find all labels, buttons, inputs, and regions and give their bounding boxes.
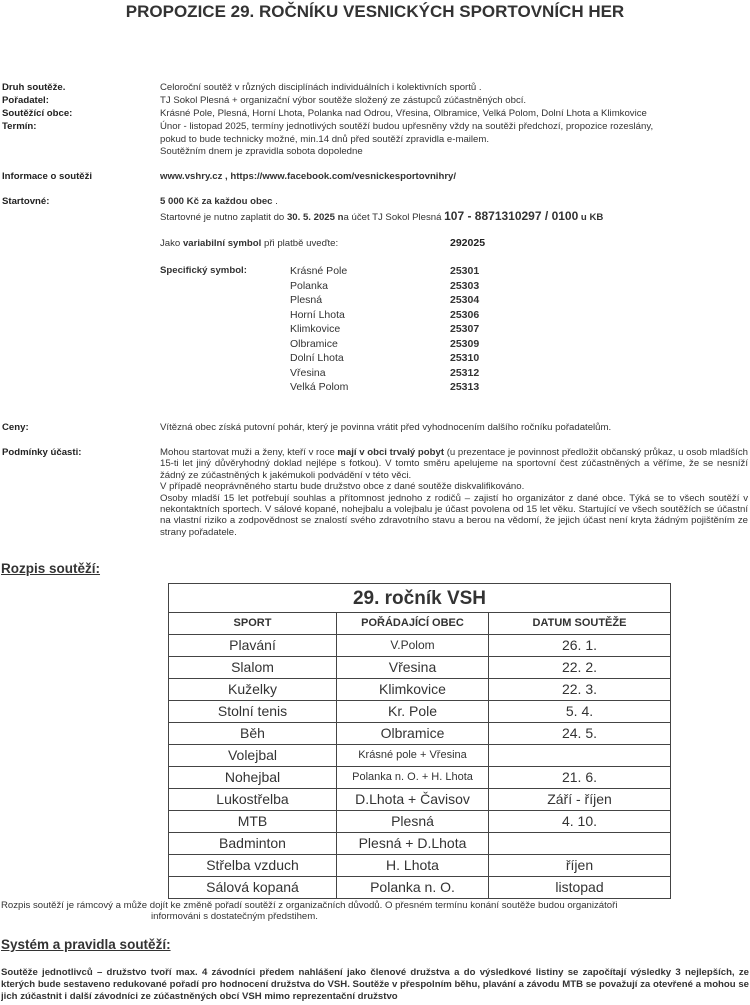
cell-datum: 22. 2. <box>489 657 671 679</box>
cell-sport: MTB <box>169 811 337 833</box>
podminky-label: Podmínky účasti: <box>2 447 82 458</box>
ss-code: 25309 <box>450 337 480 350</box>
startovne-label: Startovné: <box>2 196 50 207</box>
cell-obec: Kr. Pole <box>337 701 489 723</box>
cell-sport: Slalom <box>169 657 337 679</box>
page-title: PROPOZICE 29. ROČNÍKU VESNICKÝCH SPORTOVNÍCH HER <box>125 2 625 21</box>
startovne-amount <box>160 196 748 207</box>
cell-sport: Badminton <box>169 833 337 855</box>
ss-code: 25303 <box>450 279 480 292</box>
schedule-note <box>1 900 749 922</box>
table-row <box>169 745 671 767</box>
cell-obec: Vřesina <box>337 657 489 679</box>
ss-name: Vřesina <box>290 366 326 379</box>
system-heading: Systém a pravidla soutěží: <box>1 937 171 952</box>
podminky-text: Mohou startovat muži a ženy, kteří v roce <box>160 447 338 458</box>
startovne-amount-end: . <box>272 196 278 207</box>
bank-account: 107 - 8871310297 <box>444 209 542 223</box>
table-row <box>169 811 671 833</box>
table-row <box>169 789 671 811</box>
ss-name: Polanka <box>290 279 328 292</box>
termin-line: pokud to bude technicky možné, min.14 dnů před soutěží zpravidla e-mailem. <box>160 133 490 145</box>
rozpis-heading: Rozpis soutěží: <box>1 561 101 576</box>
cell-sport: Volejbal <box>169 745 337 767</box>
informace-label: Informace o soutěži <box>2 171 93 182</box>
termin-label: Termín: <box>2 121 37 132</box>
payment-text: a účet TJ Sokol Plesná <box>343 212 445 223</box>
podminky-paragraph: Osoby mladší 15 let potřebují souhlas a přítomnost jednoho z rodičů – zajistí ho organizátor z dané obce. Týká se to všech soutěží v nekontaktních sportech. V sálové kopané, nohejbalu a volejbalu je účast povolena od 15 let věku. Startující ve všech soutěžích se účastní na vlastní riziko a zodpovědnost se znalostí svého zdravotního stavu a berou na vědomí, že jejich účast není kryta žádným pojištěním ze strany pořadatele. <box>160 492 748 538</box>
ss-code: 25301 <box>450 265 480 277</box>
podminky-paragraph <box>160 447 748 481</box>
podminky-value <box>160 447 748 538</box>
vs-label <box>160 238 440 249</box>
termin-value <box>160 121 748 159</box>
cell-datum: 24. 5. <box>489 723 671 745</box>
informace-links[interactable]: www.vshry.cz , https://www.facebook.com/vesnickesportovnihry/ <box>160 171 457 182</box>
table-row <box>169 855 671 877</box>
cell-obec: Olbramice <box>337 723 489 745</box>
vs-bold: variabilní symbol <box>182 238 262 249</box>
ceny-label: Ceny: <box>2 422 29 433</box>
vs-text: při platbě uveďte: <box>261 238 339 249</box>
startovne-amount-text: 5 000 Kč za každou obec <box>160 196 273 207</box>
termin-line: Soutěžním dnem je zpravidla sobota dopoledne <box>160 146 363 157</box>
termin-line: Únor - listopad 2025, termíny jednotlivých soutěží budou upřesněny vždy na soutěži předchozí, propozice rozeslány, <box>160 121 654 132</box>
cell-sport: Sálová kopaná <box>169 877 337 899</box>
schedule-title: 29. ročník VSH <box>169 584 671 613</box>
cell-obec: H. Lhota <box>337 855 489 877</box>
ss-code: 25312 <box>450 366 480 379</box>
payment-text: Startovné je nutno zaplatit do <box>160 212 287 223</box>
schedule-table <box>168 583 671 899</box>
table-row <box>169 701 671 723</box>
cell-sport: Střelba vzduch <box>169 855 337 877</box>
obce-label: Soutěžící obce: <box>2 108 73 119</box>
cell-datum: 5. 4. <box>489 701 671 723</box>
table-row <box>169 833 671 855</box>
bank-slash: / <box>541 209 552 223</box>
system-text: Soutěže jednotlivců – družstvo tvoří max. 4 závodníci předem nahlášení jako členové družstva a do výsledkové listiny se započítají výsledky 3 nejlepších, ze kterých bude sestaveno redukované pořadí pro hodnocení družstva do VSH. Soutěže v přespolním běhu, plavání a závodu MTB se považují za otevřené a mohou se jich zúčastnit i další závodníci ze zúčastněných obcí VSH mimo reprezentační družstvo <box>1 967 749 1002</box>
cell-datum: 26. 1. <box>489 635 671 657</box>
poradatel-label: Pořadatel: <box>2 95 49 106</box>
cell-datum <box>489 833 671 855</box>
ss-name: Velká Polom <box>290 381 349 393</box>
ceny-value: Vítězná obec získá putovní pohár, který je povinna vrátit před vyhodnocením dalšího ročníku pořadatelům. <box>160 422 612 433</box>
cell-obec: V.Polom <box>337 635 489 657</box>
cell-obec: Klimkovice <box>337 679 489 701</box>
ss-names <box>290 264 348 395</box>
ss-name: Dolní Lhota <box>290 352 344 364</box>
cell-datum: 22. 3. <box>489 679 671 701</box>
cell-datum: 21. 6. <box>489 767 671 789</box>
table-row <box>169 679 671 701</box>
cell-datum <box>489 745 671 767</box>
druh-value: Celoroční soutěž v různých disciplínách individuálních i kolektivních sportů . <box>160 82 482 93</box>
cell-obec: Polanka n. O. + H. Lhota <box>337 767 489 789</box>
table-row <box>169 723 671 745</box>
ss-code: 25307 <box>450 323 480 335</box>
header-sport: SPORT <box>169 613 337 635</box>
cell-sport: Lukostřelba <box>169 789 337 811</box>
cell-sport: Plavání <box>169 635 337 657</box>
payment-date: 30. 5. 2025 n <box>286 212 344 223</box>
ss-code: 25310 <box>450 352 480 364</box>
poradatel-value: TJ Sokol Plesná + organizační výbor soutěže složený ze zástupců zúčastněných obcí. <box>160 95 527 106</box>
cell-sport: Běh <box>169 723 337 745</box>
cell-obec: Plesná + D.Lhota <box>337 833 489 855</box>
cell-sport: Nohejbal <box>169 767 337 789</box>
header-datum: DATUM SOUTĚŽE <box>489 613 671 635</box>
ss-name: Krásné Pole <box>290 265 348 277</box>
note-line: informováni s dostatečným předstihem. <box>151 911 318 922</box>
vs-value: 292025 <box>450 237 486 249</box>
cell-datum: říjen <box>489 855 671 877</box>
obce-value: Krásné Pole, Plesná, Horní Lhota, Polanka nad Odrou, Vřesina, Olbramice, Velká Polom, Dolní Lhota a Klimkovice <box>160 108 647 119</box>
cell-datum: Září - říjen <box>489 789 671 811</box>
ss-name: Klimkovice <box>290 323 341 335</box>
cell-sport: Kuželky <box>169 679 337 701</box>
druh-label: Druh soutěže. <box>2 82 66 93</box>
ss-code: 25304 <box>450 294 480 306</box>
table-row <box>169 657 671 679</box>
podminky-bold: mají v obci trvalý pobyt <box>337 447 445 458</box>
cell-datum: listopad <box>489 877 671 899</box>
bank-code: 0100 <box>551 209 579 223</box>
table-row <box>169 635 671 657</box>
ss-name: Horní Lhota <box>290 308 345 321</box>
vs-text: Jako <box>160 238 183 249</box>
table-row <box>169 877 671 899</box>
cell-obec: Krásné pole + Vřesina <box>337 745 489 767</box>
ss-name: Plesná <box>290 294 323 306</box>
cell-obec: Polanka n. O. <box>337 877 489 899</box>
ss-label: Specifický symbol: <box>160 265 247 276</box>
podminky-paragraph: V případě neoprávněného startu bude družstvo obce z dané soutěže diskvalifikováno. <box>160 481 525 493</box>
cell-datum: 4. 10. <box>489 811 671 833</box>
podminky-text: (u prezentace je povinnost předložit občanský průkaz, u osob mladších 15-ti let jiný důvěryhodný doklad nejlépe s fotkou). V tomto směru apelujeme na sportovní čest zúčastněných a věříme, že se nesníží žádný ze zúčastněných k jakémukoli podvádění v této věci. <box>160 447 749 481</box>
cell-obec: D.Lhota + Čavisov <box>337 789 489 811</box>
ss-code: 25306 <box>450 308 480 321</box>
ss-codes <box>450 264 479 395</box>
cell-sport: Stolní tenis <box>169 701 337 723</box>
note-line: Rozpis soutěží je rámcový a může dojít ke změně pořadí soutěží z organizačních důvodů. O přesném termínu konání soutěže budou organizátoři <box>1 900 618 911</box>
ss-code: 25313 <box>450 381 480 393</box>
header-obec: POŘÁDAJÍCÍ OBEC <box>337 613 489 635</box>
cell-obec: Plesná <box>337 811 489 833</box>
ss-name: Olbramice <box>290 337 338 350</box>
table-row <box>169 767 671 789</box>
startovne-payment <box>160 209 748 225</box>
bank-name: u KB <box>578 212 604 223</box>
